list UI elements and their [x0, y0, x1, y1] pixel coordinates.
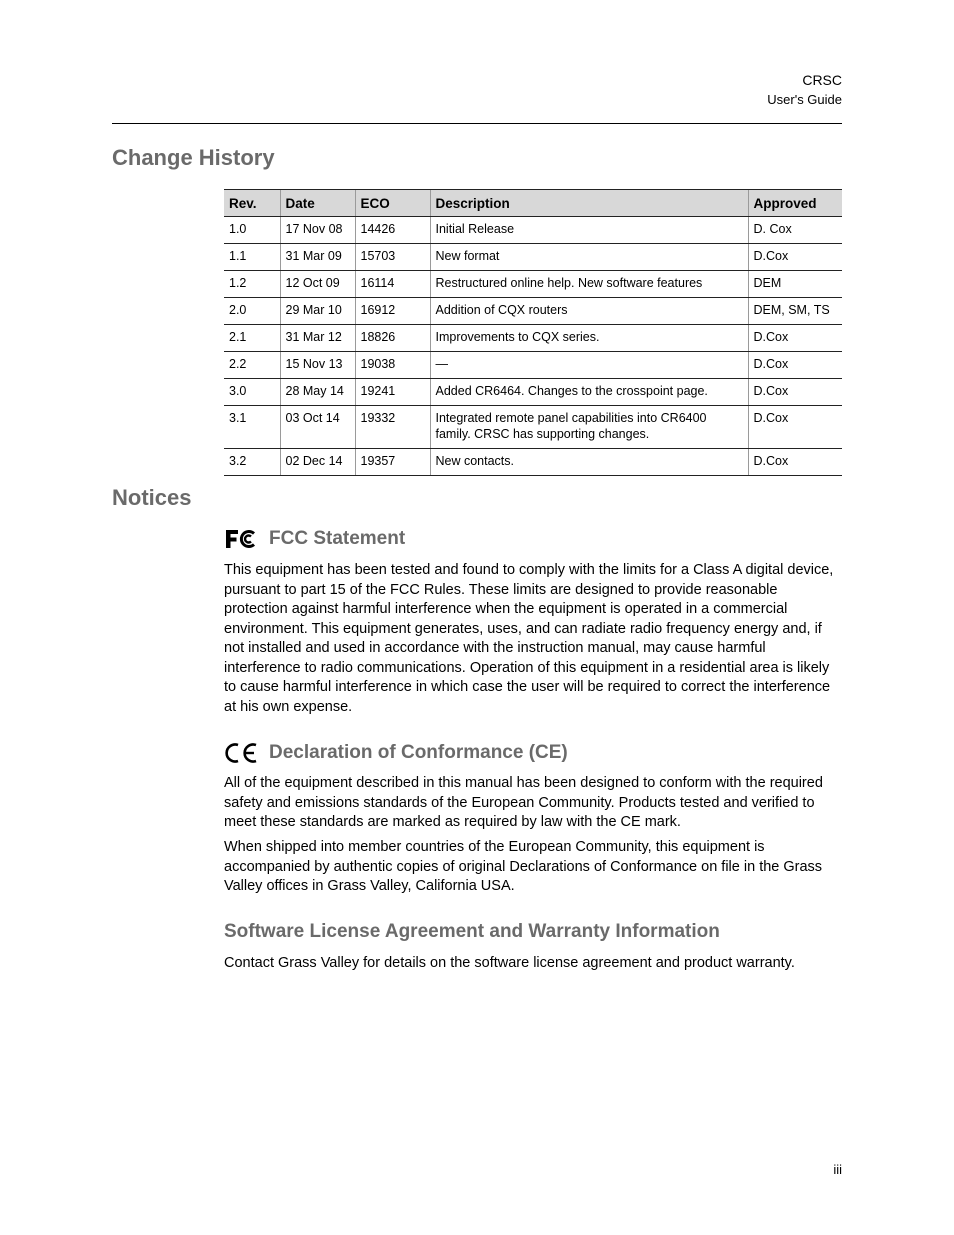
table-cell: Restructured online help. New software features	[430, 271, 748, 298]
table-cell: 19357	[355, 449, 430, 476]
table-cell: 19332	[355, 406, 430, 449]
column-header: Rev.	[224, 190, 280, 217]
table-cell: D.Cox	[748, 406, 842, 449]
fcc-body: This equipment has been tested and found to comply with the limits for a Class A digital device, pursuant to part 15 of the FCC Rules. These limits are designed to provide reasonable protection against harmful interference when the equipment is operated in a commercial environment. This equipment generates, uses, and can radiate radio frequency energy and, if not installed and used in accordance with the instruction manual, may cause harmful interference to radio communications. Operation of this equipment in a residential area is likely to cause harmful interference in which case the user will be required to correct the interference at his own expense.	[224, 562, 834, 715]
table-cell: New format	[430, 244, 748, 271]
table-cell: 3.0	[224, 379, 280, 406]
table-cell: 16114	[355, 271, 430, 298]
table-cell: 1.0	[224, 217, 280, 244]
table-row	[224, 406, 842, 449]
running-header	[767, 70, 842, 110]
table-cell: Integrated remote panel capabilities into CR6400 family. CRSC has supporting changes.	[430, 406, 748, 449]
ce-title: Declaration of Conformance (CE)	[269, 742, 568, 763]
change-history-title: Change History	[112, 145, 275, 170]
table-cell: 3.1	[224, 406, 280, 449]
notices-title: Notices	[112, 485, 192, 510]
table-row	[224, 449, 842, 476]
table-cell: DEM, SM, TS	[748, 298, 842, 325]
table-cell: 18826	[355, 325, 430, 352]
table-row	[224, 298, 842, 325]
header-product: CRSC	[802, 72, 842, 88]
header-rule	[112, 123, 842, 124]
table-cell: 2.2	[224, 352, 280, 379]
fcc-title: FCC Statement	[269, 528, 406, 549]
ce-body-2: When shipped into member countries of the European Community, this equipment is accompanied by authentic copies of original Declarations of Conformance on file in the Grass Valley offices in Grass Valley, California USA.	[224, 839, 823, 894]
table-cell: 15703	[355, 244, 430, 271]
license-body: Contact Grass Valley for details on the software license agreement and product warranty.	[224, 955, 795, 971]
table-cell: 1.2	[224, 271, 280, 298]
table-cell: 31 Mar 12	[280, 325, 355, 352]
table-cell: 02 Dec 14	[280, 449, 355, 476]
table-row	[224, 271, 842, 298]
table-cell: 31 Mar 09	[280, 244, 355, 271]
table-cell: 15 Nov 13	[280, 352, 355, 379]
header-doc-title: User's Guide	[767, 92, 842, 107]
column-header: Description	[430, 190, 748, 217]
table-cell: D.Cox	[748, 352, 842, 379]
table-cell: Addition of CQX routers	[430, 298, 748, 325]
table-cell: New contacts.	[430, 449, 748, 476]
table-cell: —	[430, 352, 748, 379]
table-cell: 2.1	[224, 325, 280, 352]
table-cell: D.Cox	[748, 325, 842, 352]
fcc-heading	[224, 528, 405, 550]
table-cell: D.Cox	[748, 449, 842, 476]
table-cell: D. Cox	[748, 217, 842, 244]
table-cell: 19038	[355, 352, 430, 379]
table-cell: D.Cox	[748, 244, 842, 271]
table-cell: 16912	[355, 298, 430, 325]
table-cell: 17 Nov 08	[280, 217, 355, 244]
table-cell: Improvements to CQX series.	[430, 325, 748, 352]
table-cell: D.Cox	[748, 379, 842, 406]
ce-body-1: All of the equipment described in this manual has been designed to conform with the required safety and emissions standards of the European Community. Products tested and verified to meet these standards are marked as required by law with the CE mark.	[224, 775, 823, 830]
ce-heading	[224, 742, 568, 764]
fcc-logo-icon	[224, 528, 258, 550]
table-cell: DEM	[748, 271, 842, 298]
table-cell: Added CR6464. Changes to the crosspoint page.	[430, 379, 748, 406]
page-number: iii	[833, 1162, 842, 1177]
change-history-table	[224, 189, 842, 476]
table-cell: 03 Oct 14	[280, 406, 355, 449]
table-row	[224, 244, 842, 271]
column-header: Date	[280, 190, 355, 217]
table-row	[224, 379, 842, 406]
table-row	[224, 217, 842, 244]
column-header: Approved	[748, 190, 842, 217]
table-cell: Initial Release	[430, 217, 748, 244]
license-heading: Software License Agreement and Warranty Information	[224, 921, 720, 942]
table-cell: 2.0	[224, 298, 280, 325]
column-header: ECO	[355, 190, 430, 217]
table-cell: 3.2	[224, 449, 280, 476]
table-cell: 19241	[355, 379, 430, 406]
table-cell: 1.1	[224, 244, 280, 271]
table-row	[224, 352, 842, 379]
table-cell: 12 Oct 09	[280, 271, 355, 298]
table-cell: 29 Mar 10	[280, 298, 355, 325]
table-header-row	[224, 190, 842, 217]
table-row	[224, 325, 842, 352]
table-cell: 28 May 14	[280, 379, 355, 406]
ce-mark-icon	[224, 742, 258, 764]
table-cell: 14426	[355, 217, 430, 244]
